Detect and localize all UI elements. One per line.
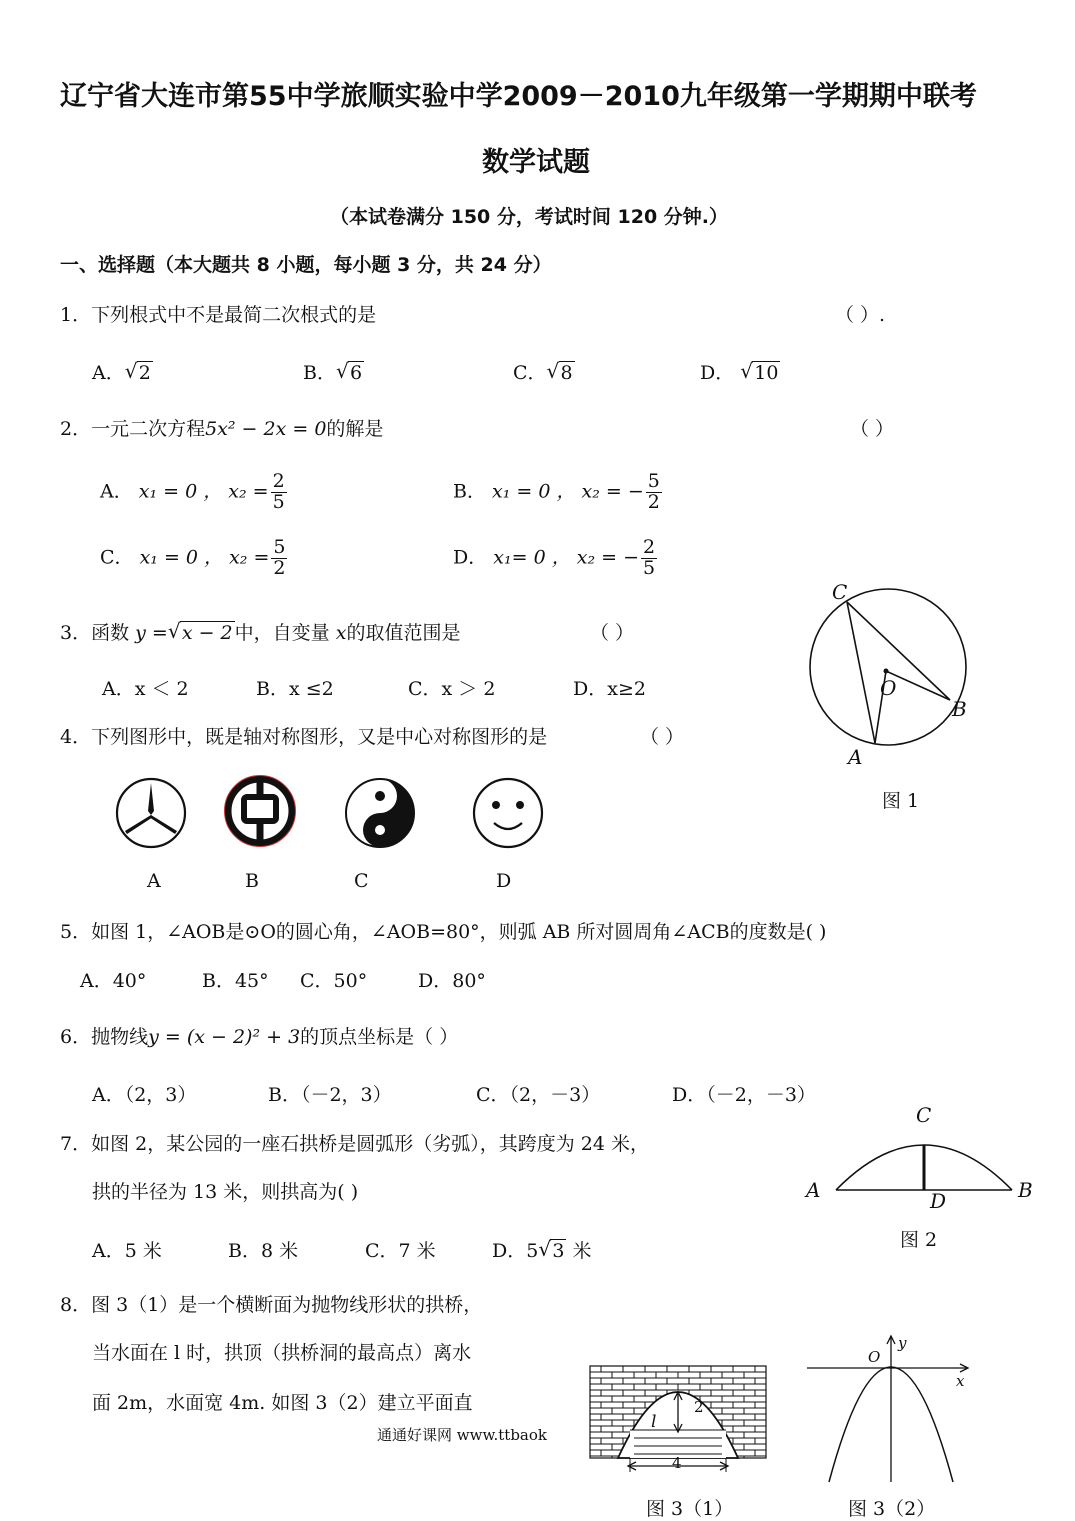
q2-equation: 5x² − 2x = 0 — [205, 418, 327, 440]
q1-answer-paren: （ ）. — [835, 304, 886, 326]
circle-o — [810, 589, 966, 745]
q2-stem: 2．一元二次方程5x² − 2x = 0的解是 — [60, 418, 384, 440]
figure-1-circle-diagram — [800, 575, 990, 775]
q7-option-c: C．7 米 — [365, 1240, 436, 1262]
center-point — [884, 669, 889, 674]
fig3-label-width: 4 — [672, 1454, 682, 1472]
bank-of-china-logo-icon — [222, 773, 298, 849]
fig3-label-height: 2 — [694, 1398, 704, 1416]
fig2-label-b: B — [1018, 1178, 1033, 1202]
q4-label-a: A — [147, 870, 161, 892]
q4-label-b: B — [245, 870, 259, 892]
q6-option-c: C．（2，－3） — [476, 1084, 601, 1106]
q4-stem: 4．下列图形中，既是轴对称图形，又是中心对称图形的是 — [60, 726, 548, 748]
figure-3-2-parabola-graph — [805, 1332, 975, 1492]
q2-option-d: D． x₁= 0 ， x₂ = − $\frac{2}{5}$ — [453, 536, 656, 579]
q6-option-d: D．（－2，－3） — [672, 1084, 816, 1106]
chord-ca — [847, 602, 875, 743]
q5-option-b: B．45° — [202, 970, 269, 992]
yin-yang-icon — [342, 775, 418, 851]
q7-option-a: A．5 米 — [92, 1240, 162, 1262]
q2-option-a: A． x₁ = 0 ， x₂ = $\frac{2}{5}$ — [100, 470, 285, 513]
fig1-label-a: A — [848, 745, 863, 769]
q6-option-b: B．（－2，3） — [268, 1084, 392, 1106]
q3-option-c: C．x ＞ 2 — [408, 678, 496, 700]
q1-stem: 1．下列根式中不是最简二次根式的是 — [60, 304, 377, 326]
fig3-label-x: x — [956, 1372, 965, 1390]
fig3-1-caption: 图 3（1） — [646, 1498, 734, 1520]
fig2-caption: 图 2 — [900, 1229, 938, 1251]
q8-line-1: 8．图 3（1）是一个横断面为抛物线形状的拱桥， — [60, 1294, 483, 1316]
q8-line-3: 面 2m，水面宽 4m. 如图 3（2）建立平面直 — [92, 1392, 473, 1414]
q2-option-c: C． x₁ = 0 ， x₂ = $\frac{5}{2}$ — [100, 536, 286, 579]
q4-label-d: D — [496, 870, 512, 892]
fig1-label-b: B — [952, 697, 967, 721]
q2-option-b: B． x₁ = 0 ， x₂ = − $\frac{5}{2}$ — [453, 470, 660, 513]
fig1-label-o: O — [880, 676, 897, 700]
q3-option-b: B．x ≤2 — [256, 678, 334, 700]
exam-subject: 数学试题 — [482, 147, 590, 178]
fig2-label-a: A — [806, 1178, 821, 1202]
q3-answer-paren: （ ） — [590, 622, 635, 644]
q4-label-c: C — [354, 870, 369, 892]
q7-line-1: 7．如图 2，某公园的一座石拱桥是圆弧形（劣弧），其跨度为 24 米， — [60, 1133, 649, 1155]
fig1-label-c: C — [832, 580, 848, 604]
figure-2-arch-diagram — [830, 1125, 1020, 1195]
q7-option-b: B．8 米 — [228, 1240, 299, 1262]
q4-answer-paren: （ ） — [640, 726, 685, 748]
fig3-2-caption: 图 3（2） — [848, 1498, 936, 1520]
chord-cb — [847, 602, 950, 700]
exam-note: （本试卷满分 150 分，考试时间 120 分钟.） — [330, 206, 728, 228]
q6-option-a: A．（2，3） — [92, 1084, 197, 1106]
q3-option-a: A．x ＜ 2 — [102, 678, 189, 700]
q1-option-a: A．√ 2 — [92, 358, 153, 385]
q2-answer-paren: （ ） — [850, 418, 895, 440]
section-heading: 一、选择题（本大题共 8 小题，每小题 3 分，共 24 分） — [60, 254, 552, 276]
mercedes-symbol-icon — [113, 775, 189, 851]
fig2-label-d: D — [930, 1189, 947, 1213]
fig3-label-y: y — [898, 1334, 907, 1352]
fig2-label-c: C — [916, 1103, 932, 1127]
q7-option-d: D．5√ 3 米 — [492, 1236, 591, 1263]
q3-stem: 3．函数 y =√ x − 2 中，自变量 x的取值范围是 — [60, 618, 460, 645]
q6-function: y = (x − 2)² + 3 — [148, 1026, 301, 1048]
q5-option-a: A．40° — [80, 970, 147, 992]
q1-option-d: D． √ 10 — [700, 358, 780, 385]
q7-line-2: 拱的半径为 13 米，则拱高为( ) — [92, 1181, 359, 1203]
q5-option-c: C．50° — [300, 970, 368, 992]
smiley-face-icon — [470, 775, 546, 851]
watermark: 通通好课网 www.ttbaok — [377, 1426, 547, 1444]
q5-stem: 5．如图 1，∠AOB是⊙O的圆心角，∠AOB=80°，则弧 AB 所对圆周角∠ACB的度数是( ) — [60, 921, 827, 943]
fig3-label-l: l — [651, 1412, 657, 1432]
q5-option-d: D．80° — [418, 970, 486, 992]
q3-option-d: D．x≥2 — [573, 678, 646, 700]
q6-stem: 6．抛物线y = (x − 2)² + 3的顶点坐标是（ ） — [60, 1026, 459, 1048]
q1-option-c: C．√ 8 — [513, 358, 575, 385]
fig3-label-o: O — [868, 1348, 881, 1366]
q8-line-2: 当水面在 l 时，拱顶（拱桥洞的最高点）离水 — [92, 1342, 472, 1364]
fig1-caption: 图 1 — [882, 790, 920, 812]
q1-option-b: B．√ 6 — [303, 358, 364, 385]
page-title: 辽宁省大连市第55中学旅顺实验中学2009－2010九年级第一学期期中联考 — [60, 81, 977, 112]
